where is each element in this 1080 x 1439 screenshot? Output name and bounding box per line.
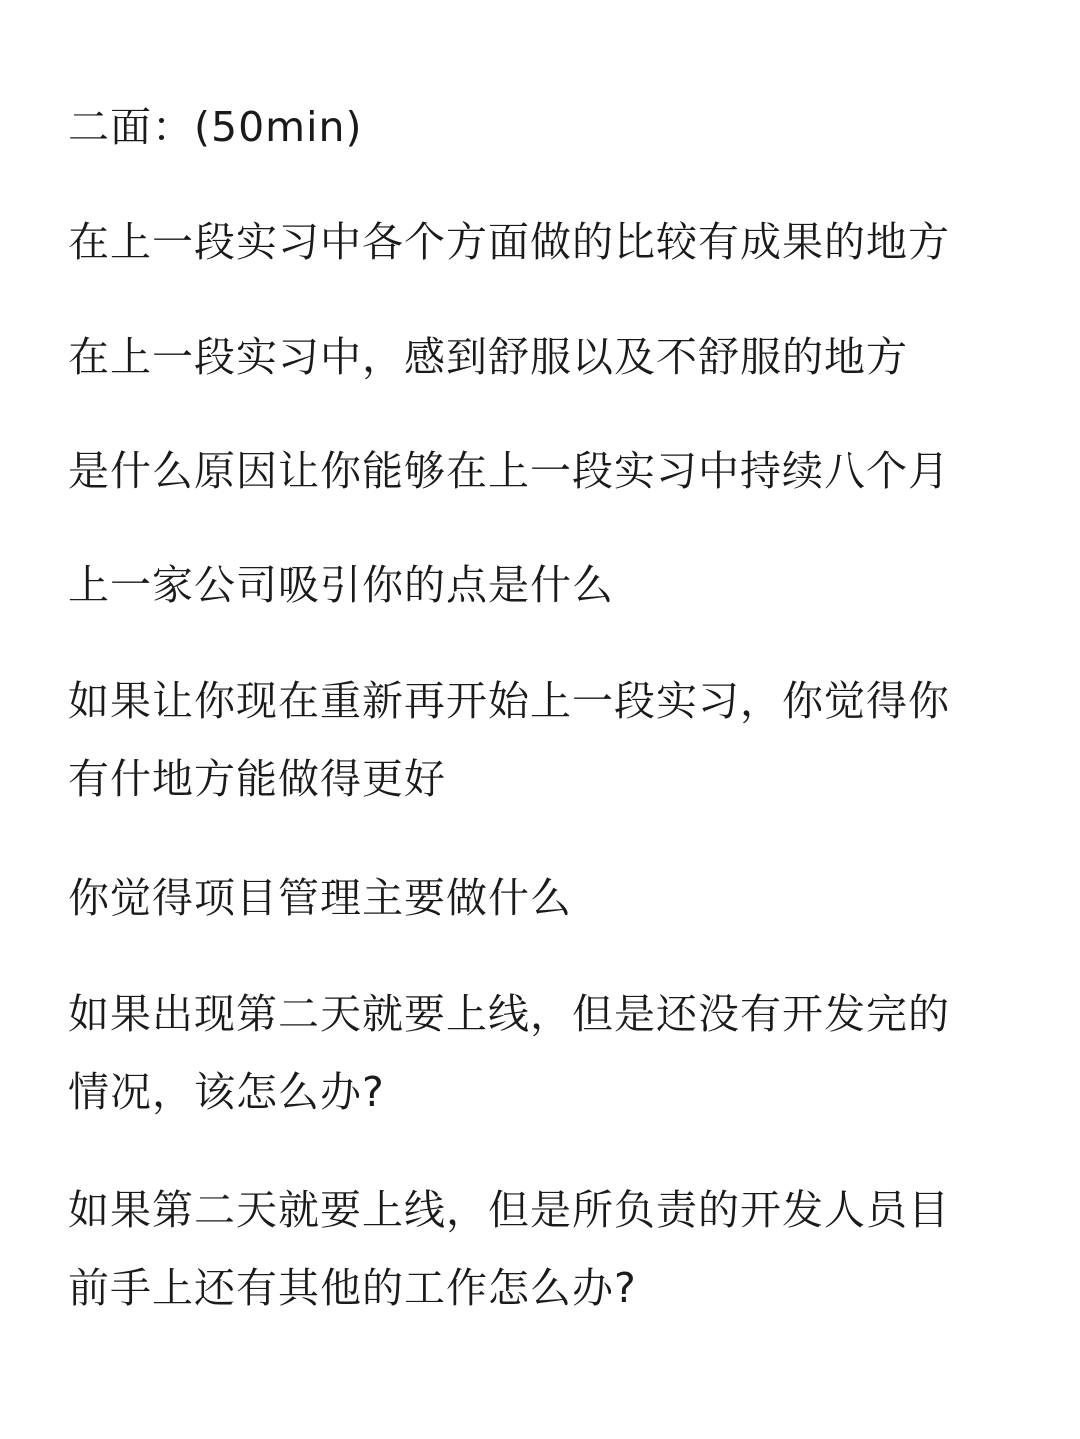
question-text: 如果第二天就要上线，但是所负责的开发人员目 [68,1186,950,1234]
question-item [68,975,950,1131]
question-text: 如果出现第二天就要上线，但是还没有开发完的 [68,990,950,1038]
question-text: 在上一段实习中，感到舒服以及不舒服的地方 [68,333,908,381]
question-item [68,203,950,281]
document-page [68,0,1028,1439]
question-item [68,859,572,937]
question-item [68,432,950,510]
question-item [68,1171,950,1327]
question-text: 是什么原因让你能够在上一段实习中持续八个月 [68,447,950,495]
question-text: 在上一段实习中各个方面做的比较有成果的地方 [68,218,950,266]
question-text: 上一家公司吸引你的点是什么 [68,561,614,609]
question-text-continued: 情况，该怎么办? [68,1068,385,1116]
question-text: 如果让你现在重新再开始上一段实习，你觉得你 [68,677,950,725]
interview-round-heading: 二面：(50min) [68,103,363,151]
question-text-continued: 前手上还有其他的工作怎么办? [68,1264,637,1312]
question-item [68,318,908,396]
question-item [68,546,614,624]
question-text: 你觉得项目管理主要做什么 [68,874,572,922]
question-text-continued: 有什地方能做得更好 [68,755,446,803]
question-item [68,662,950,818]
